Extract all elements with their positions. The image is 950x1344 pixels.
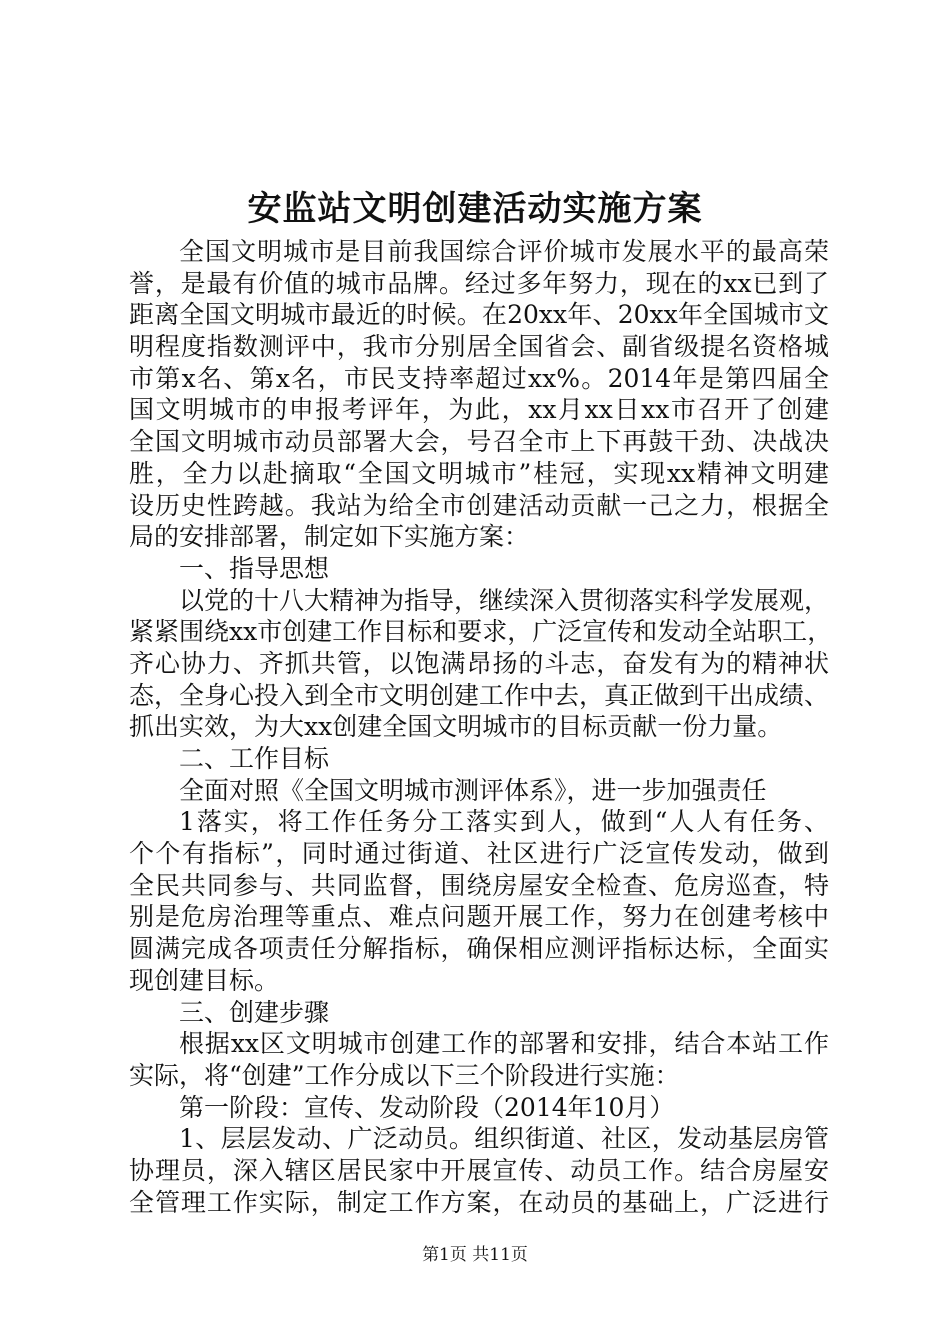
text-line: 设历史性跨越。我站为给全市创建活动贡献一己之力，根据全 — [129, 490, 829, 520]
text-line: 紧紧围绕xx市创建工作目标和要求，广泛宣传和发动全站职工， — [129, 617, 833, 647]
text-line: 以党的十八大精神为指导，继续深入贯彻落实科学发展观， — [179, 585, 830, 615]
text-line: 圆满完成各项责任分解指标，确保相应测评指标达标，全面实 — [129, 934, 829, 964]
text-line: 1、层层发动、广泛动员。组织街道、社区，发动基层房管 — [179, 1124, 829, 1154]
text-line: 二、工作目标 — [179, 744, 330, 773]
text-line: 协理员，深入辖区居民家中开展宣传、动员工作。结合房屋安 — [129, 1155, 829, 1185]
text-line: 第一阶段：宣传、发动阶段（2014年10月） — [179, 1092, 675, 1122]
text-line: 态，全身心投入到全市文明创建工作中去，真正做到干出成绩、 — [129, 680, 830, 710]
text-line: 胜，全力以赴摘取“全国文明城市”桂冠，实现xx精神文明建 — [129, 458, 829, 488]
text-line: 齐心协力、齐抓共管，以饱满昂扬的斗志，奋发有为的精神状 — [129, 648, 829, 678]
text-line: 全国文明城市动员部署大会，号召全市上下再鼓干劲、决战决 — [129, 427, 829, 457]
text-line: 全民共同参与、共同监督，围绕房屋安全检查、危房巡查，特 — [129, 870, 829, 900]
text-line: 明程度指数测评中，我市分别居全国省会、副省级提名资格城 — [129, 332, 829, 362]
text-line: 全面对照《全国文明城市测评体系》，进一步加强责任 — [179, 775, 767, 805]
text-line: 国文明城市的申报考评年，为此，xx月xx日xx市召开了创建 — [129, 395, 829, 425]
text-line: 全管理工作实际，制定工作方案，在动员的基础上，广泛进行 — [129, 1187, 829, 1217]
text-line: 全国文明城市是目前我国综合评价城市发展水平的最高荣 — [179, 237, 829, 266]
text-line: 誉，是最有价值的城市品牌。经过多年努力，现在的xx已到了 — [129, 268, 829, 298]
text-line: 个个有指标”，同时通过街道、社区进行广泛宣传发动，做到 — [129, 839, 829, 869]
text-line: 现创建目标。 — [129, 965, 280, 995]
text-line: 距离全国文明城市最近的时候。在20xx年、20xx年全国城市文 — [129, 300, 829, 330]
document-body — [129, 236, 833, 1218]
text-line: 抓出实效，为大xx创建全国文明城市的目标贡献一份力量。 — [129, 712, 783, 742]
text-line: 市第x名、第x名，市民支持率超过xx%。2014年是第四届全 — [129, 363, 829, 393]
text-line: 1落实，将工作任务分工落实到人，做到“人人有任务、 — [179, 807, 829, 837]
document-title: 安监站文明创建活动实施方案 — [247, 189, 703, 229]
text-line: 别是危房治理等重点、难点问题开展工作，努力在创建考核中 — [129, 902, 829, 932]
text-line: 局的安排部署，制定如下实施方案： — [129, 522, 530, 552]
text-line: 一、指导思想 — [179, 553, 330, 583]
text-line: 三、创建步骤 — [179, 997, 330, 1027]
page-footer: 第1页 共11页 — [422, 1245, 528, 1265]
text-line: 根据xx区文明城市创建工作的部署和安排，结合本站工作 — [179, 1029, 829, 1059]
text-line: 实际，将“创建”工作分成以下三个阶段进行实施： — [129, 1060, 680, 1090]
